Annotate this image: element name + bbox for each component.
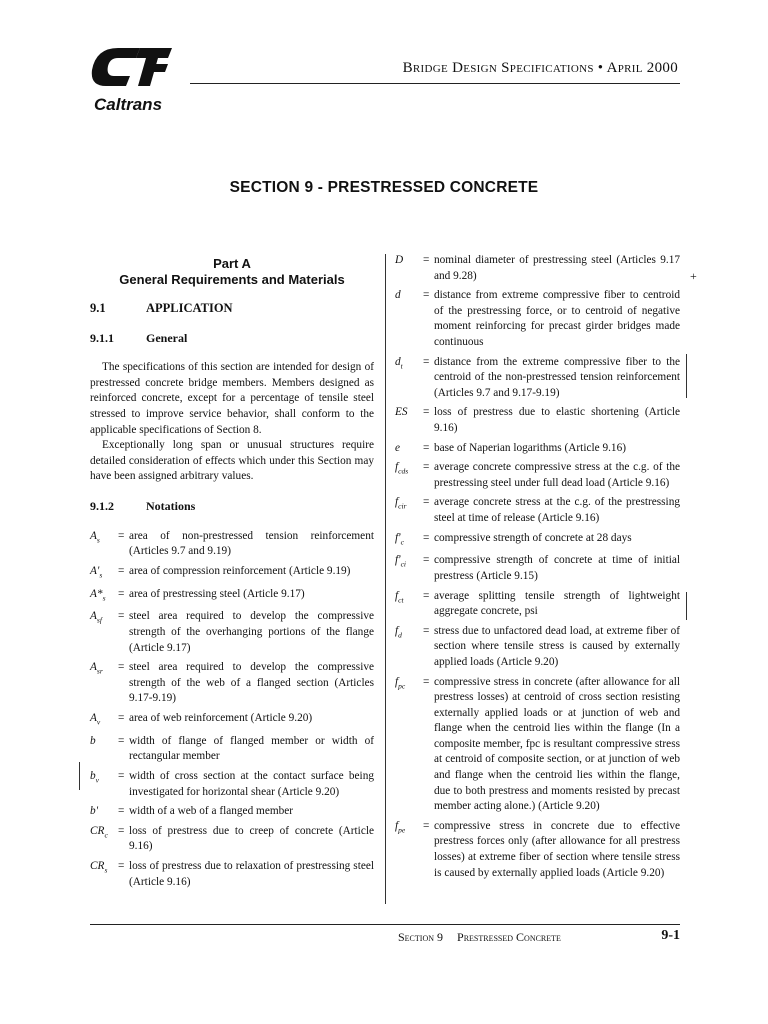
heading-number: 9.1.2 xyxy=(90,498,114,513)
notation-definition: average splitting tensile strength of lightweight aggregate concrete, psi xyxy=(434,589,680,618)
notation-definition: average concrete stress at the c.g. of the prestressing steel at time of release (Article 9.16) xyxy=(434,496,680,524)
notation-item: $f_{cir}$ = average concrete stress at the c.g. of the prestressing steel at time of release (Article 9.16) xyxy=(395,495,680,526)
footer-section: Section 9 xyxy=(398,930,444,944)
notation-definition: steel area required to develop the compressive strength of the web of a flanged section (Articles 9.17-9.19) xyxy=(129,661,374,705)
notation-definition: compressive strength of concrete at 28 days xyxy=(434,531,632,544)
notation-symbol: $f_d$ xyxy=(395,624,402,639)
footer-running-title xyxy=(398,930,561,945)
right-column xyxy=(395,253,680,885)
notation-symbol: $A*_s$ xyxy=(90,587,106,602)
notation-definition: base of Naperian logarithms (Article 9.16) xyxy=(434,441,626,454)
change-bar xyxy=(686,592,687,620)
notation-item: $A_s$ = area of non-prestressed tension reinforcement (Articles 9.7 and 9.19) xyxy=(90,529,374,560)
notation-symbol: $f_{ct}$ xyxy=(395,589,404,604)
notation-item: $f_d$ = stress due to unfactored dead load, at extreme fiber of section where tensile stress is caused by externally applied loads (Article 9.20) xyxy=(395,624,680,671)
part-label: Part A xyxy=(213,256,251,271)
notation-symbol: D xyxy=(395,254,404,266)
notation-item: $f_{ct}$ = average splitting tensile strength of lightweight aggregate concrete, psi xyxy=(395,589,680,620)
notation-definition: distance from the extreme compressive fiber to the centroid of the non-prestressed tension reinforcement (Articles 9.7 and 9.17-9.19) xyxy=(434,355,680,399)
notation-definition: loss of prestress due to creep of concrete (Article 9.16) xyxy=(129,824,374,853)
notation-item: d = distance from extreme compressive fiber to centroid of the prestressing force, or to centroid of negative moment reinforcing for precast girder bridges made continuous xyxy=(395,288,680,350)
notation-item: $f'_c$ = compressive strength of concrete at 28 days xyxy=(395,531,680,550)
notation-definition: loss of prestress due to elastic shortening (Article 9.16) xyxy=(434,406,680,434)
notation-item: D = nominal diameter of prestressing steel (Articles 9.17 and 9.28) xyxy=(395,253,680,284)
heading-9-1-2 xyxy=(90,499,374,515)
notation-item: $d_t$ = distance from the extreme compressive fiber to the centroid of the non-prestressed tension reinforcement (Articles 9.7 and 9.17-9.19) xyxy=(395,355,680,402)
notation-definition: area of prestressing steel (Article 9.17) xyxy=(129,587,305,600)
document-header: Bridge Design Specifications • April 2000 xyxy=(402,60,678,76)
notation-symbol: $CR_s$ xyxy=(90,859,108,875)
notation-item: $A_{sf}$ = steel area required to develop the compressive strength of the overhanging portions of the flange (Article 9.17) xyxy=(90,609,374,656)
part-heading xyxy=(90,256,374,288)
notation-item: $f_{pc}$ = compressive stress in concrete (after allowance for all prestress losses) at centroid of cross section resisting externally applied loads or at junction of web and flange when the centroid lies within the flange (In a composite member, fpc is resultant compressive stress at centroid of composite section, or at junction of web and flange when the centroid lies within the flange, due to both prestress and moments resisted by precast member acting alone.) (Article 9.20) xyxy=(395,675,680,815)
notation-definition: compressive stress in concrete (after allowance for all prestress losses) at centroid of cross section resisting externally applied loads or at junction of web and flange when the centroid lies within the flange (In a composite member, fpc is resultant compressive stress at centroid of composite section, or at junction of web and flange when the centroid lies within the flange, due to both prestress and moments resisted by precast member acting alone.) (Article 9.20) xyxy=(434,675,680,813)
notation-definition: area of compression reinforcement (Article 9.19) xyxy=(129,564,351,577)
notation-item: $f_{cds}$ = average concrete compressive stress at the c.g. of the prestressing steel under full dead load (Article 9.16) xyxy=(395,460,680,491)
notation-item: b' = width of a web of a flanged member xyxy=(90,804,374,820)
notation-item: $f'_{ci}$ = compressive strength of concrete at time of initial prestress (Article 9.15) xyxy=(395,553,680,584)
notation-definition: distance from extreme compressive fiber to centroid of the prestressing force, or to centroid of negative moment reinforcing for precast girder bridges made continuous xyxy=(434,289,680,348)
notation-symbol: $A'_s$ xyxy=(90,564,103,579)
notation-definition: area of non-prestressed tension reinforcement (Articles 9.7 and 9.19) xyxy=(129,529,374,558)
heading-text: APPLICATION xyxy=(146,301,233,315)
footer-title: Prestressed Concrete xyxy=(457,930,561,944)
notation-symbol: $CR_c$ xyxy=(90,824,108,840)
notation-symbol: $f_{cds}$ xyxy=(395,461,409,476)
notation-item: $CR_c$ = loss of prestress due to creep of concrete (Article 9.16) xyxy=(90,824,374,855)
change-bar xyxy=(686,354,687,398)
notation-definition: compressive strength of concrete at time of initial prestress (Article 9.15) xyxy=(434,554,680,582)
notation-symbol: $f_{cir}$ xyxy=(395,496,407,511)
notation-symbol: $A_{sr}$ xyxy=(90,661,103,676)
heading-9-1 xyxy=(90,301,374,317)
page-number: 9-1 xyxy=(661,928,680,943)
notation-symbol: $b_v$ xyxy=(90,770,99,785)
notation-symbol: $A_{sf}$ xyxy=(90,610,102,625)
notation-symbol: b xyxy=(90,734,96,747)
notation-item: $A*_s$ = area of prestressing steel (Article 9.17) xyxy=(90,587,374,606)
notation-symbol: ES xyxy=(395,406,408,419)
notation-item: $b_v$ = width of cross section at the contact surface being investigated for horizontal shear (Article 9.20) xyxy=(90,769,374,800)
notation-symbol: $d_t$ xyxy=(395,355,403,370)
notation-item: ES = loss of prestress due to elastic shortening (Article 9.16) xyxy=(395,405,680,436)
notation-item: $A_v$ = area of web reinforcement (Article 9.20) xyxy=(90,711,374,730)
left-column xyxy=(90,256,374,894)
notation-definition: loss of prestress due to relaxation of prestressing steel (Article 9.16) xyxy=(129,859,374,888)
logo-wordmark: Caltrans xyxy=(94,95,163,114)
notation-symbol: $A_s$ xyxy=(90,529,100,544)
notation-symbol: e xyxy=(395,441,401,454)
notation-definition: steel area required to develop the compressive strength of the overhanging portions of the flange (Article 9.17) xyxy=(129,610,374,654)
footer-rule xyxy=(90,924,680,925)
heading-number: 9.1.1 xyxy=(90,330,114,345)
notation-item: $f_{pe}$ = compressive stress in concrete due to effective prestress forces only (after allowance for all prestress losses) at extreme fiber of section where tensile stress is caused by externally applied loads (Article 9.20) xyxy=(395,819,680,881)
notation-symbol: b' xyxy=(90,805,99,818)
notation-definition: average concrete compressive stress at the c.g. of the prestressing steel under full dead load (Article 9.16) xyxy=(434,461,680,489)
section-title: SECTION 9 - PRESTRESSED CONCRETE xyxy=(229,179,539,196)
notation-symbol: $f'_c$ xyxy=(395,531,404,546)
heading-number: 9.1 xyxy=(90,301,106,315)
notation-definition: nominal diameter of prestressing steel (Articles 9.17 and 9.28) xyxy=(434,254,680,282)
heading-text: General xyxy=(146,330,188,345)
notation-definition: compressive stress in concrete due to effective prestress forces only (after allowance for all prestress losses) at extreme fiber of section where tensile stress is caused by externally applied loads (Article 9.20) xyxy=(434,819,680,879)
header-rule xyxy=(190,83,680,84)
paragraph: Exceptionally long span or unusual structures require detailed consideration of effects which under this Section may have been assigned arbitrary values. xyxy=(90,439,374,483)
notation-symbol: $f'_{ci}$ xyxy=(395,554,406,569)
notation-item: $A_{sr}$ = steel area required to develop the compressive strength of the web of a flanged section (Articles 9.17-9.19) xyxy=(90,660,374,707)
notation-definition: width of a web of a flanged member xyxy=(129,805,294,818)
notation-item: $CR_s$ = loss of prestress due to relaxation of prestressing steel (Article 9.16) xyxy=(90,859,374,890)
notation-definition: width of cross section at the contact surface being investigated for horizontal shear (Article 9.20) xyxy=(129,770,374,798)
notation-list-left xyxy=(90,529,374,891)
notation-symbol: d xyxy=(395,289,401,302)
notation-definition: stress due to unfactored dead load, at extreme fiber of section where tensile stress is caused by externally applied loads (Article 9.20) xyxy=(434,624,680,668)
caltrans-logo-icon xyxy=(88,44,178,119)
notation-definition: area of web reinforcement (Article 9.20) xyxy=(129,711,313,724)
notation-item: e = base of Naperian logarithms (Article 9.16) xyxy=(395,441,680,457)
notation-symbol: $A_v$ xyxy=(90,711,101,727)
notation-item: $A'_s$ = area of compression reinforcement (Article 9.19) xyxy=(90,564,374,583)
paragraph: The specifications of this section are intended for design of prestressed concrete bridge members. Members designed as reinforced concrete, except for a percentage of tensile steel stressed to improve service behavior, shall conform to the applicable specifications of Section 8. xyxy=(90,361,374,436)
notation-symbol: $f_{pe}$ xyxy=(395,819,406,835)
heading-text: Notations xyxy=(146,498,196,513)
margin-mark: + xyxy=(690,269,697,283)
change-bar xyxy=(79,762,80,790)
part-subtitle: General Requirements and Materials xyxy=(119,272,345,287)
notation-list-right xyxy=(395,253,680,881)
notation-item: b = width of flange of flanged member or width of rectangular member xyxy=(90,734,374,765)
heading-9-1-1 xyxy=(90,331,374,347)
caltrans-logo xyxy=(88,44,178,119)
notation-definition: width of flange of flanged member or width of rectangular member xyxy=(129,734,374,763)
notation-symbol: $f_{pc}$ xyxy=(395,675,406,690)
column-divider xyxy=(385,254,386,904)
